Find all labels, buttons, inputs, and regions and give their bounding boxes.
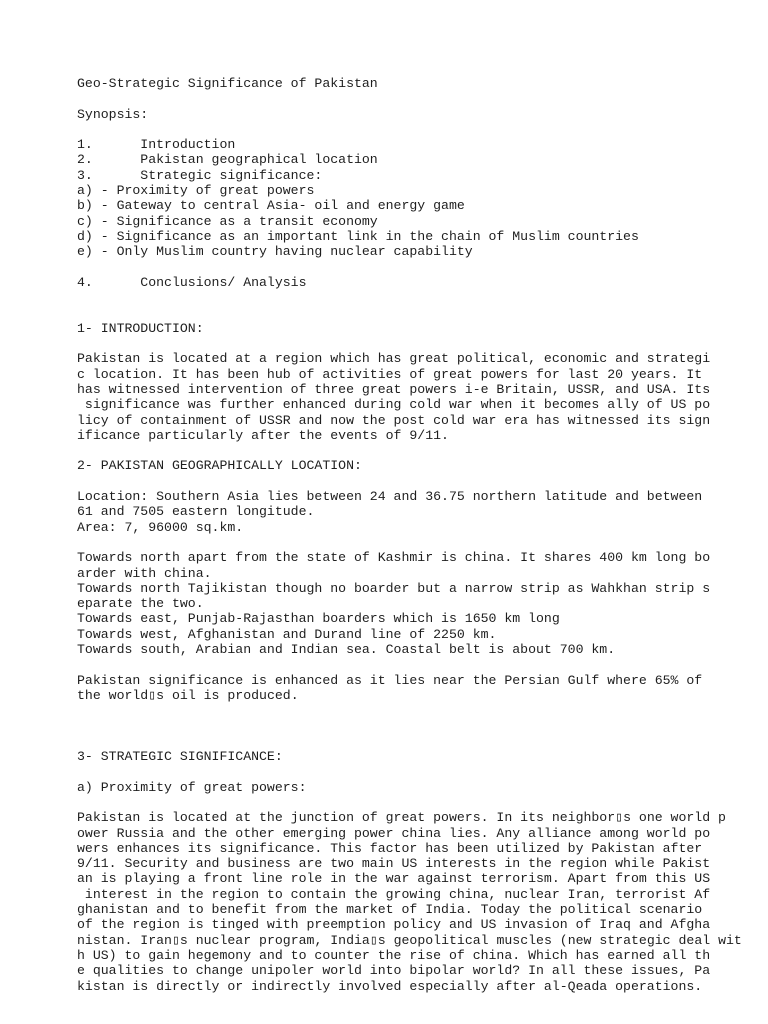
paragraph-line: ghanistan and to benefit from the market of India. Today the political scenario [77, 902, 703, 918]
paragraph-line: 61 and 7505 eastern longitude. [77, 504, 315, 520]
spacer [77, 260, 757, 275]
spacer [77, 443, 757, 458]
paragraph-line: Pakistan is located at the junction of great powers. In its neighbor▯s one world p [77, 810, 726, 826]
spacer [77, 718, 757, 733]
paragraph-line: an is playing a front line role in the war against terrorism. Apart from this US [77, 871, 711, 887]
strategic-heading: 3- STRATEGIC SIGNIFICANCE: [77, 749, 283, 765]
synopsis-list [77, 137, 757, 259]
paragraph-line: has witnessed intervention of three great powers i-e Britain, USSR, and USA. Its [77, 381, 711, 397]
synopsis-item: a) - Proximity of great powers [77, 183, 315, 199]
intro-heading: 1- INTRODUCTION: [77, 320, 204, 336]
paragraph-line: the world▯s oil is produced. [77, 687, 299, 703]
synopsis-item: b) - Gateway to central Asia- oil and energy game [77, 198, 465, 214]
intro-paragraph [77, 351, 757, 443]
synopsis-item: 2. Pakistan geographical location [77, 152, 378, 168]
paragraph-line: nistan. Iran▯s nuclear program, India▯s geopolitical muscles (new strategic deal wit [77, 932, 742, 948]
synopsis-item: e) - Only Muslim country having nuclear capability [77, 244, 473, 260]
paragraph-line: Towards south, Arabian and Indian sea. Coastal belt is about 700 km. [77, 641, 616, 657]
paragraph-line: significance was further enhanced during cold war when it becomes ally of US po [77, 397, 711, 413]
gulf-paragraph [77, 673, 757, 704]
spacer [77, 657, 757, 672]
synopsis-item: c) - Significance as a transit economy [77, 213, 378, 229]
spacer [77, 764, 757, 779]
paragraph-line: licy of containment of USSR and now the post cold war era has witnessed its sign [77, 412, 711, 428]
document-title: Geo-Strategic Significance of Pakistan [77, 76, 378, 91]
paragraph-line: c location. It has been hub of activities of great powers for last 20 years. It [77, 366, 703, 382]
paragraph-line: interest in the region to contain the growing china, nuclear Iran, terrorist Af [77, 886, 711, 902]
spacer [77, 734, 757, 749]
spacer [77, 290, 757, 305]
paragraph-line: h US) to gain hegemony and to counter the rise of china. Which has earned all th [77, 947, 711, 963]
synopsis-heading: Synopsis: [77, 106, 149, 122]
paragraph-line: of the region is tinged with preemption policy and US invasion of Iraq and Afgha [77, 917, 711, 933]
spacer [77, 703, 757, 718]
paragraph-line: wers enhances its significance. This factor has been utilized by Pakistan after [77, 840, 703, 856]
paragraph-line: Towards east, Punjab-Rajasthan boarders which is 1650 km long [77, 611, 560, 627]
spacer [77, 122, 757, 137]
spacer [77, 474, 757, 489]
paragraph-line: kistan is directly or indirectly involved especially after al-Qeada operations. [77, 978, 703, 994]
paragraph-line: Towards west, Afghanistan and Durand line of 2250 km. [77, 626, 497, 642]
spacer [77, 795, 757, 810]
synopsis-item: 1. Introduction [77, 137, 236, 153]
synopsis-item: 3. Strategic significance: [77, 167, 323, 183]
location-heading: 2- PAKISTAN GEOGRAPHICALLY LOCATION: [77, 458, 362, 474]
synopsis-item: d) - Significance as an important link in the chain of Muslim countries [77, 228, 639, 244]
paragraph-line: 9/11. Security and business are two main US interests in the region while Pakist [77, 856, 711, 872]
borders-paragraph [77, 550, 757, 657]
paragraph-line: Location: Southern Asia lies between 24 and 36.75 northern latitude and between [77, 489, 703, 505]
spacer [77, 336, 757, 351]
paragraph-line: eparate the two. [77, 596, 204, 612]
paragraph-line: Pakistan is located at a region which has great political, economic and strategi [77, 351, 711, 367]
spacer [77, 305, 757, 320]
proximity-heading: a) Proximity of great powers: [77, 779, 307, 795]
paragraph-line: Towards north apart from the state of Kashmir is china. It shares 400 km long bo [77, 550, 711, 566]
paragraph-line: ificance particularly after the events of 9/11. [77, 427, 449, 443]
synopsis-conclusion: 4. Conclusions/ Analysis [77, 274, 307, 290]
paragraph-line: e qualities to change unipoler world into bipolar world? In all these issues, Pa [77, 963, 711, 979]
paragraph-line: arder with china. [77, 565, 212, 581]
paragraph-line: ower Russia and the other emerging power china lies. Any alliance among world po [77, 825, 711, 841]
location-paragraph [77, 489, 757, 535]
paragraph-line: Area: 7, 96000 sq.km. [77, 519, 244, 535]
document-page [77, 76, 757, 994]
paragraph-line: Pakistan significance is enhanced as it lies near the Persian Gulf where 65% of [77, 672, 703, 688]
spacer [77, 535, 757, 550]
spacer [77, 91, 757, 106]
proximity-paragraph [77, 810, 757, 994]
paragraph-line: Towards north Tajikistan though no boarder but a narrow strip as Wahkhan strip s [77, 580, 711, 596]
